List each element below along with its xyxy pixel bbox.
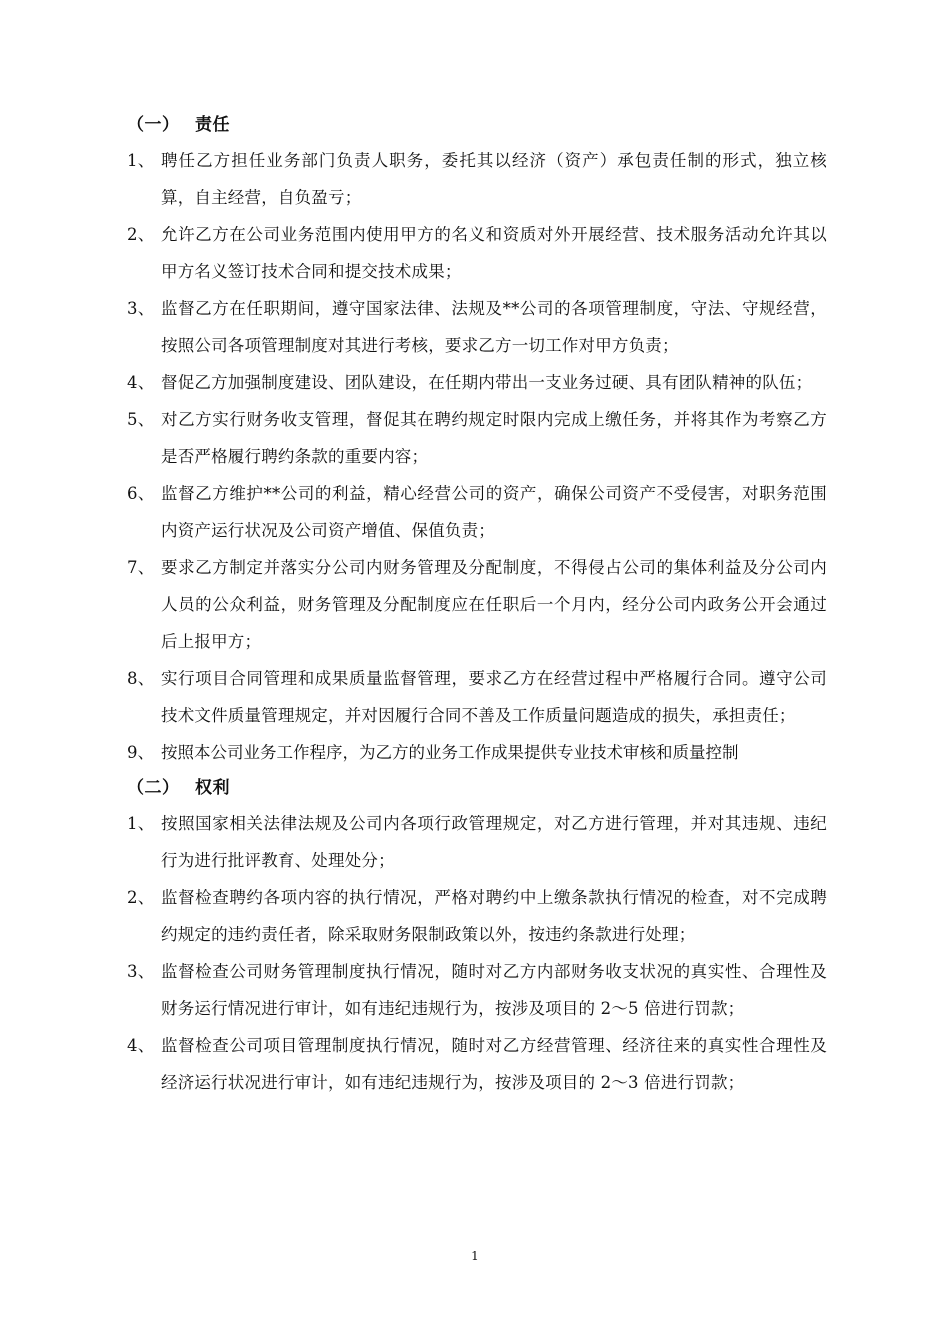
page-number: 1 <box>471 1249 479 1263</box>
item-text: 对乙方实行财务收支管理，督促其在聘约规定时限内完成上缴任务，并将其作为考察乙方是否严格履行聘约条款的重要内容； <box>161 410 827 466</box>
section-heading-responsibility <box>127 108 827 142</box>
document-body <box>127 108 827 1101</box>
list-item <box>127 216 827 290</box>
item-number: 1、 <box>127 151 155 170</box>
list-item <box>127 734 827 771</box>
list-item <box>127 805 827 879</box>
item-number: 1、 <box>127 814 155 833</box>
list-item <box>127 879 827 953</box>
section-title: 权利 <box>195 778 230 798</box>
item-text: 监督检查聘约各项内容的执行情况，严格对聘约中上缴条款执行情况的检查，对不完成聘约规定的违约责任者，除采取财务限制政策以外，按违约条款进行处理； <box>161 888 827 944</box>
item-number: 2、 <box>127 888 155 907</box>
item-number: 3、 <box>127 962 155 981</box>
item-number: 2、 <box>127 225 155 244</box>
item-text: 按照本公司业务工作程序，为乙方的业务工作成果提供专业技术审核和质量控制 <box>161 743 739 762</box>
item-number: 4、 <box>127 373 155 392</box>
item-text: 聘任乙方担任业务部门负责人职务，委托其以经济（资产）承包责任制的形式，独立核算，自主经营，自负盈亏； <box>161 151 827 207</box>
item-text: 实行项目合同管理和成果质量监督管理，要求乙方在经营过程中严格履行合同。遵守公司技术文件质量管理规定，并对因履行合同不善及工作质量问题造成的损失，承担责任； <box>161 669 827 725</box>
section-number: （二） <box>127 778 180 798</box>
section-title: 责任 <box>195 115 230 135</box>
list-item <box>127 401 827 475</box>
list-item <box>127 290 827 364</box>
item-text: 要求乙方制定并落实分公司内财务管理及分配制度，不得侵占公司的集体利益及分公司内人员的公众利益，财务管理及分配制度应在任职后一个月内，经分公司内政务公开会通过后上报甲方； <box>161 558 827 651</box>
item-text: 监督乙方在任职期间，遵守国家法律、法规及**公司的各项管理制度，守法、守规经营，按照公司各项管理制度对其进行考核，要求乙方一切工作对甲方负责； <box>161 299 827 355</box>
item-text: 按照国家相关法律法规及公司内各项行政管理规定，对乙方进行管理，并对其违规、违纪行为进行批评教育、处理处分； <box>161 814 827 870</box>
item-text: 监督检查公司项目管理制度执行情况，随时对乙方经营管理、经济往来的真实性合理性及经济运行状况进行审计，如有违纪违规行为，按涉及项目的 2～3 倍进行罚款； <box>161 1036 827 1092</box>
item-number: 6、 <box>127 484 155 503</box>
item-text: 允许乙方在公司业务范围内使用甲方的名义和资质对外开展经营、技术服务活动允许其以甲方名义签订技术合同和提交技术成果； <box>161 225 827 281</box>
section-number: （一） <box>127 115 180 135</box>
item-number: 4、 <box>127 1036 155 1055</box>
item-number: 5、 <box>127 410 155 429</box>
item-number: 9、 <box>127 743 154 762</box>
list-item <box>127 953 827 1027</box>
list-item <box>127 142 827 216</box>
item-number: 7、 <box>127 558 155 577</box>
section-heading-rights <box>127 771 827 805</box>
item-text: 督促乙方加强制度建设、团队建设，在任期内带出一支业务过硬、具有团队精神的队伍； <box>161 373 813 392</box>
item-text: 监督检查公司财务管理制度执行情况，随时对乙方内部财务收支状况的真实性、合理性及财务运行情况进行审计，如有违纪违规行为，按涉及项目的 2～5 倍进行罚款； <box>161 962 827 1018</box>
list-item <box>127 549 827 660</box>
list-item <box>127 660 827 734</box>
item-text: 监督乙方维护**公司的利益，精心经营公司的资产，确保公司资产不受侵害，对职务范围内资产运行状况及公司资产增值、保值负责； <box>161 484 827 540</box>
item-number: 3、 <box>127 299 155 318</box>
list-item <box>127 364 827 401</box>
list-item <box>127 1027 827 1101</box>
item-number: 8、 <box>127 669 155 688</box>
list-item <box>127 475 827 549</box>
